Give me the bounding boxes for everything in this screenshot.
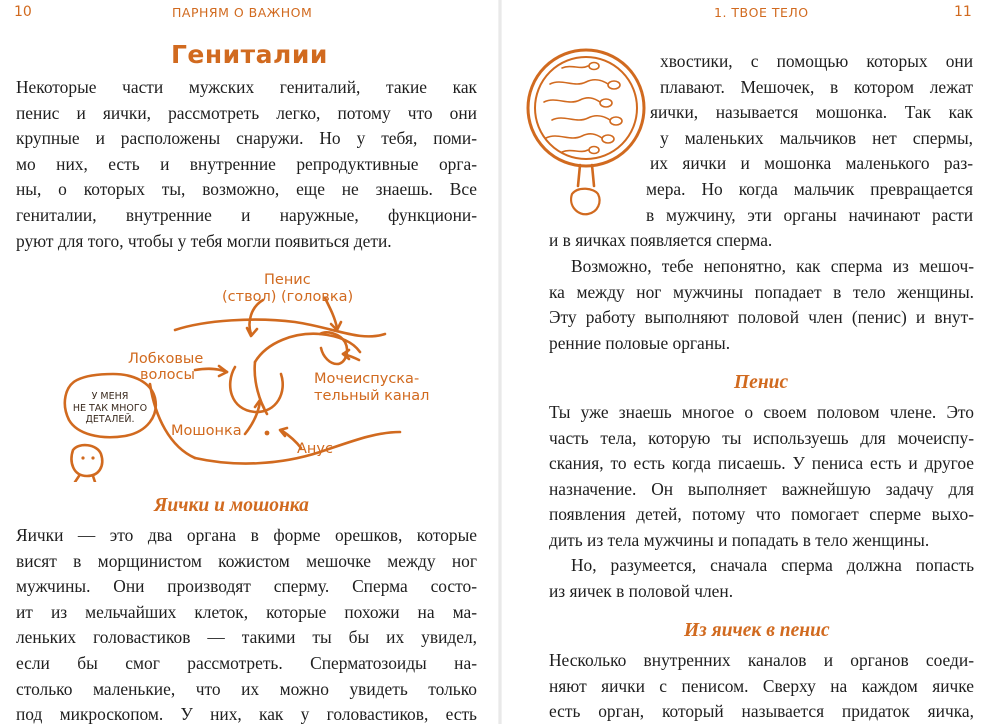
arrow-scrotum xyxy=(245,402,260,434)
text-line: и в яичках появляется сперма. xyxy=(549,230,773,250)
text-line: ренние половые органы. xyxy=(549,332,731,353)
text-line: Несколько внутренних каналов и органов соеди- xyxy=(549,650,974,670)
testes-paragraph xyxy=(16,523,477,728)
text-line: няют яички с пенисом. Сверху на каждом яичке xyxy=(549,675,974,696)
wrap-paragraph-end xyxy=(549,228,974,254)
subsection-title-route: Из яичек в пенис xyxy=(684,620,830,641)
text-line: пенис и яички, рассмотреть легко, потому что они xyxy=(16,102,477,123)
text-line: часть тела, которую ты используешь для мочеиспу- xyxy=(549,427,974,448)
text-line: дить из тела мужчины и попадать в тело женщины. xyxy=(549,529,930,550)
text-line: гениталии, внутренние и наружные, функциони- xyxy=(16,204,477,225)
sperm-cells xyxy=(544,63,622,154)
paragraph-2 xyxy=(549,254,974,356)
text-line: леньких головастиков — такими ты бы их увидел, xyxy=(16,627,477,648)
page-number-left: 10 xyxy=(14,4,32,20)
character-head xyxy=(72,445,103,476)
label-pubic-hair-1: Лобковые xyxy=(128,351,204,367)
text-line: ка между ног мужчины попадает в тело женщины. xyxy=(549,281,974,302)
left-page xyxy=(0,0,498,724)
text-line: Возможно, тебе непонятно, как сперма из мешоч- xyxy=(571,256,974,276)
label-pubic-hair-2: волосы xyxy=(140,367,195,383)
label-scrotum: Мошонка xyxy=(171,423,242,439)
text-line: назначение. Он выполняет важнейшую задачу для xyxy=(549,478,974,499)
magnifier-handle xyxy=(578,165,594,186)
route-paragraph xyxy=(549,648,974,725)
text-line: Некоторые части мужских гениталий, такие как xyxy=(16,77,477,97)
character-small xyxy=(571,189,599,215)
text-line: Ты уже знаешь многое о своем половом члене. Это xyxy=(549,402,974,422)
magnifier-rim-inner xyxy=(535,57,637,159)
text-line: их яички и мошонка маленького раз- xyxy=(650,153,973,174)
text-line: есть орган, который называется придаток яичка, xyxy=(549,701,974,722)
text-line: плавают. Мешочек, в котором лежат xyxy=(660,76,973,97)
text-line: если бы смог рассмотреть. Сперматозоиды на- xyxy=(16,652,477,673)
text-line: руют для того, чтобы у тебя могли появиться дети. xyxy=(16,230,392,251)
text-line: ны, о которых ты, возможно, еще не знаешь. Все xyxy=(16,179,477,200)
magnifier-illustration xyxy=(522,44,652,220)
intro-paragraph xyxy=(16,75,477,254)
label-shaft-head: (ствол) (головка) xyxy=(222,289,354,305)
text-line: висят в морщинистом кожистом мешочке между ног xyxy=(16,550,477,571)
text-line: в мужчину, эти органы начинают расти xyxy=(646,204,973,225)
text-line: Но, разумеется, сначала сперма должна попасть xyxy=(571,555,974,575)
subsection-title-testes: Яички и мошонка xyxy=(154,495,309,516)
page-number-right: 11 xyxy=(954,4,972,20)
body-outline-upper xyxy=(175,320,385,337)
text-line: хвостики, с помощью которых они xyxy=(660,51,973,71)
label-anus: Анус xyxy=(297,441,333,457)
right-page xyxy=(502,0,1000,724)
penis-paragraph xyxy=(549,400,974,554)
label-urethra-1: Мочеиспуска- xyxy=(314,371,420,387)
text-line: появления детей, потому что помогает сперме выхо- xyxy=(549,504,974,525)
section-title: Гениталии xyxy=(171,40,328,69)
text-line: из яичек в половой член. xyxy=(549,580,734,601)
text-line: скания, то есть когда писаешь. У пениса есть и другое xyxy=(549,453,974,474)
running-head-left: ПАРНЯМ О ВАЖНОМ xyxy=(172,5,313,20)
text-line: под микроскопом. У них, как у головастиков, есть xyxy=(16,704,477,725)
subsection-title-penis: Пенис xyxy=(734,372,789,393)
label-penis: Пенис xyxy=(264,272,311,288)
text-line: мо них, есть и внутренние репродуктивные орга- xyxy=(16,153,477,174)
text-line: мера. Но когда мальчик превращается xyxy=(646,178,973,199)
text-line: у маленьких мальчиков нет спермы, xyxy=(660,127,973,148)
paragraph-4 xyxy=(549,553,974,604)
text-line: Яички — это два органа в форме орешков, которые xyxy=(16,525,477,545)
running-head-right: 1. ТВОЕ ТЕЛО xyxy=(714,5,809,20)
text-line: крупные и расположены снаружи. Но у тебя, поми- xyxy=(16,128,477,149)
text-line: яички, называется мошонка. Так как xyxy=(650,102,973,123)
speech-bubble-text: У МЕНЯ НЕ ТАК МНОГО ДЕТАЛЕЙ. xyxy=(72,391,148,425)
text-line: столько маленькие, что их можно увидеть только xyxy=(16,678,477,699)
text-line: ит из мельчайших клеток, которые похожи на ма- xyxy=(16,601,477,622)
text-line: Эту работу выполняют половой член (пенис) и внут- xyxy=(549,307,974,328)
wrap-paragraph xyxy=(646,49,973,228)
anus-dot xyxy=(265,431,270,436)
label-urethra-2: тельный канал xyxy=(314,388,430,404)
text-line: мужчины. Они производят сперму. Сперма состо- xyxy=(16,576,477,597)
